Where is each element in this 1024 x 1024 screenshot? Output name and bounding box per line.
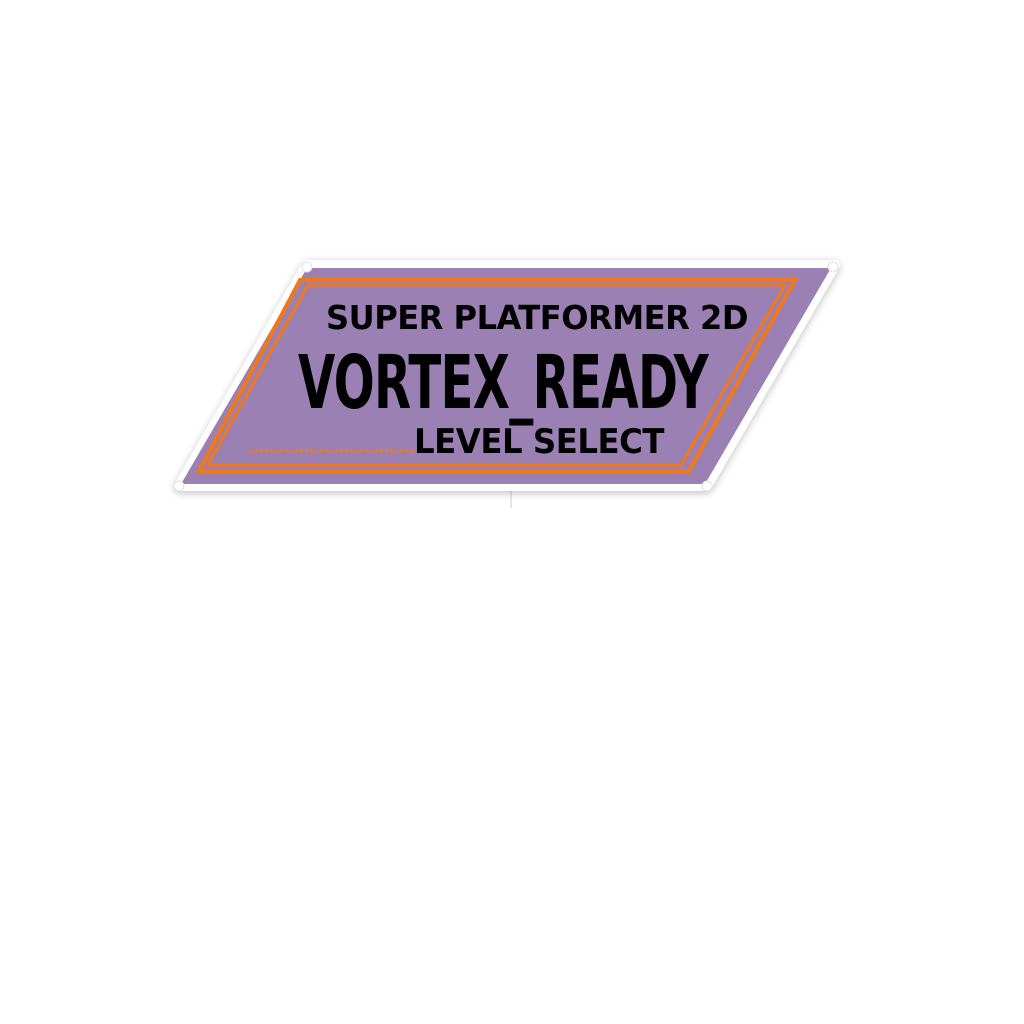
game-subtitle: SUPER PLATFORMER 2D — [326, 298, 748, 337]
selection-handle-icon[interactable] — [302, 262, 312, 272]
selection-handle-icon[interactable] — [828, 262, 838, 272]
selection-handle-icon[interactable] — [174, 481, 184, 491]
level-title: VORTEX_READY — [298, 340, 710, 426]
selection-handle-icon[interactable] — [702, 481, 712, 491]
level-select-label[interactable]: LEVEL SELECT — [414, 422, 666, 462]
